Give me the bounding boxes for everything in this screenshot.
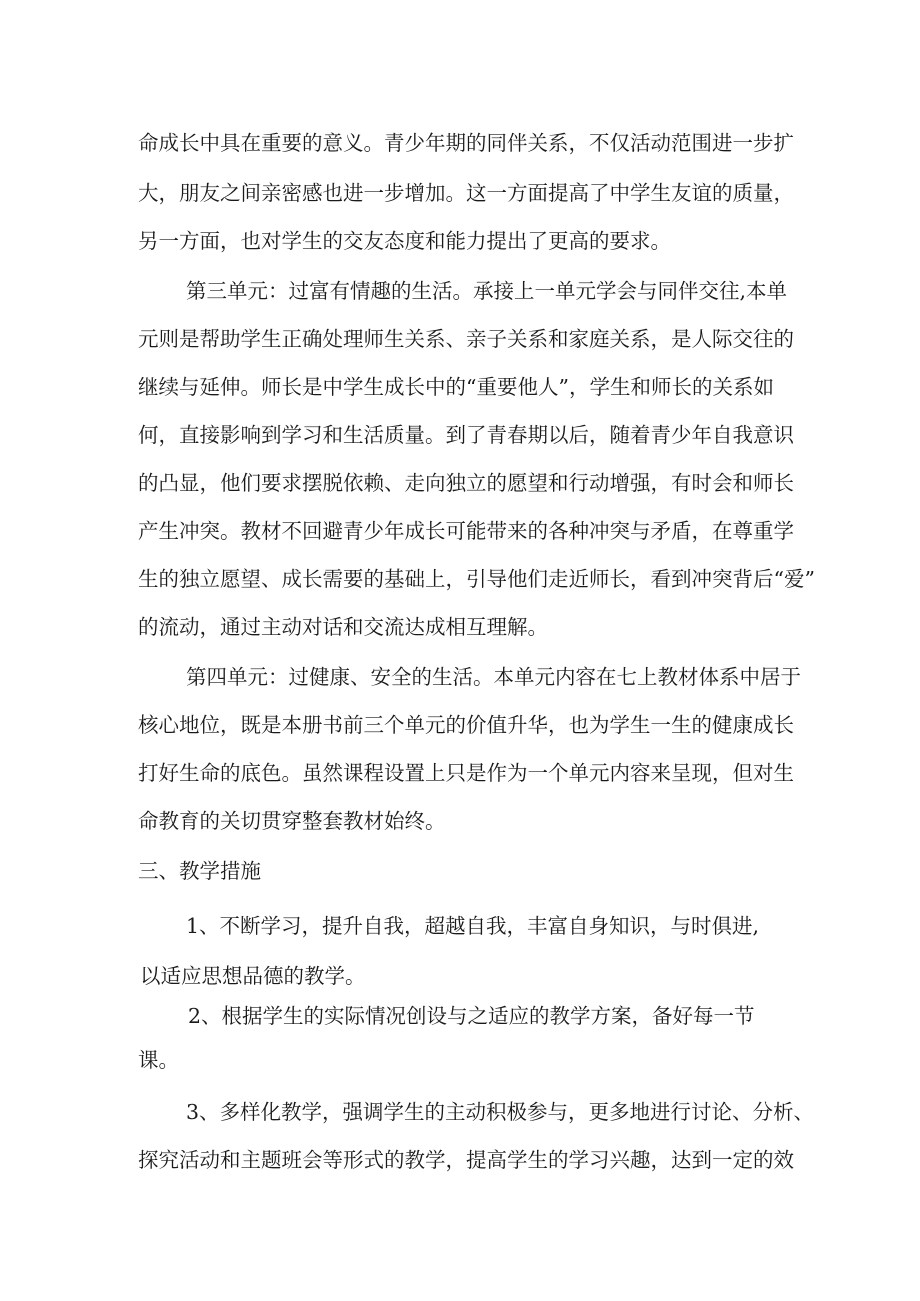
text-line: 核心地位，既是本册书前三个单元的价值升华，也为学生一生的健康成长	[138, 713, 794, 737]
text-line: 生的独立愿望、成长需要的基础上，引导他们走近师长，看到冲突背后“爱”	[138, 567, 815, 591]
text-line: 探究活动和主题班会等形式的教学，提高学生的学习兴趣，达到一定的效	[138, 1148, 794, 1172]
text-line: 元则是帮助学生正确处理师生关系、亲子关系和家庭关系，是人际交往的	[138, 327, 794, 351]
text-line: 打好生命的底色。虽然课程设置上只是作为一个单元内容来呈现，但对生	[138, 761, 794, 785]
section-heading: 三、教学措施	[138, 859, 261, 883]
text-line: 的凸显，他们要求摆脱依赖、走向独立的愿望和行动增强，有时会和师长	[138, 471, 794, 495]
text-line: 课。	[138, 1048, 179, 1072]
text-line: 第三单元：过富有情趣的生活。承接上一单元学会与同伴交往,本单	[186, 279, 788, 303]
text-line: 大，朋友之间亲密感也进一步增加。这一方面提高了中学生友谊的质量，	[138, 181, 794, 205]
text-line: 命教育的关切贯穿整套教材始终。	[138, 809, 446, 833]
text-line: 产生冲突。教材不回避青少年成长可能带来的各种冲突与矛盾，在尊重学	[138, 519, 794, 543]
text-line: 另一方面，也对学生的交友态度和能力提出了更高的要求。	[138, 229, 671, 253]
text-line: 何，直接影响到学习和生活质量。到了青春期以后，随着青少年自我意识	[138, 423, 794, 447]
text-line: 1、不断学习，提升自我，超越自我，丰富自身知识，与时俱进,	[186, 914, 760, 938]
text-line: 命成长中具在重要的意义。青少年期的同伴关系，不仅活动范围进一步扩	[138, 131, 794, 155]
text-line: 的流动，通过主动对话和交流达成相互理解。	[138, 615, 548, 639]
text-line: 3、多样化教学，强调学生的主动积极参与，更多地进行讨论、分析、	[186, 1100, 815, 1124]
text-line: 第四单元：过健康、安全的生活。本单元内容在七上教材体系中居于	[186, 665, 801, 689]
text-line: 以适应思想品德的教学。	[140, 964, 366, 988]
text-line: 继续与延伸。师长是中学生成长中的“重要他人”，学生和师长的关系如	[138, 375, 774, 399]
text-line: 2、根据学生的实际情况创设与之适应的教学方案，备好每一节	[188, 1004, 755, 1028]
